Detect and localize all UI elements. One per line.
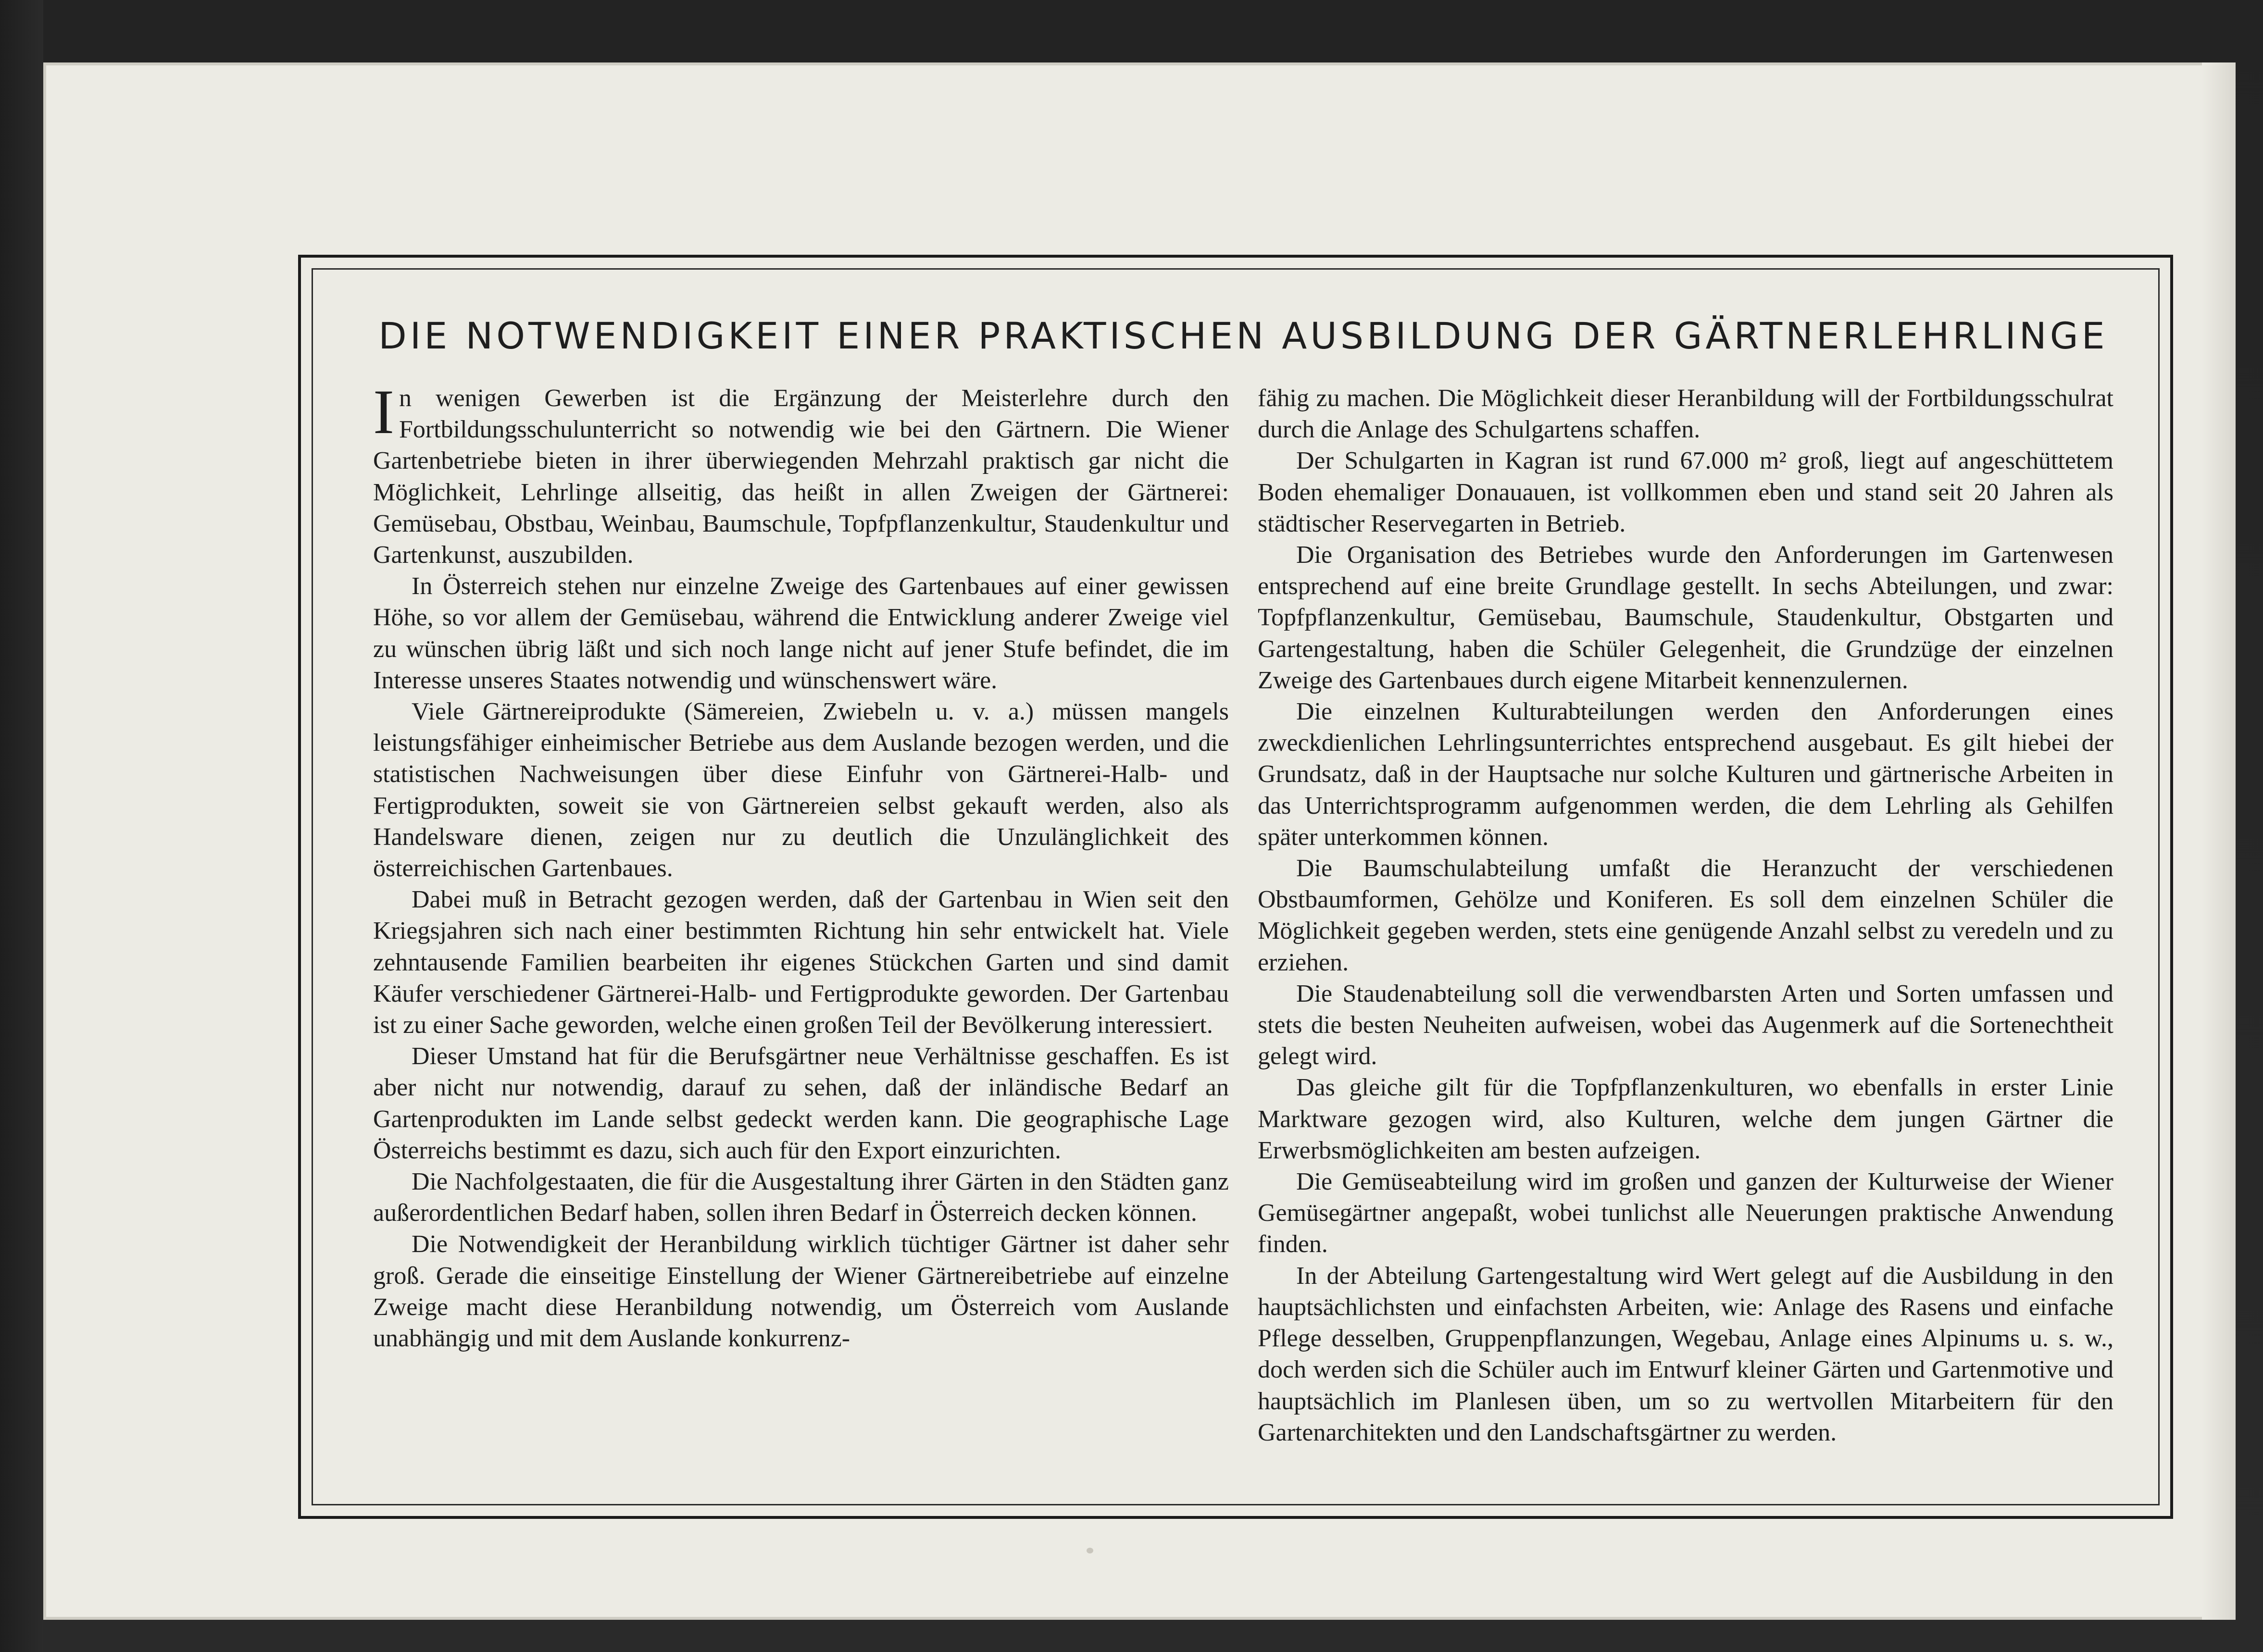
drop-cap: I [373, 376, 394, 447]
paragraph: In der Abteilung Gartengestaltung wird Wert gelegt auf die Ausbildung in den hauptsächlichsten und einfachsten Arbeiten, wie: Anlage des Rasens und einfache Pflege desselben, Gruppenpflanzungen, Wegebau, Anlage eines Alpinums u. s. w., doch werden sich die Schüler auch im Entwurf kleiner Gärten und Gartenmotive und hauptsächlich im Planlesen üben, um so zu wertvollen Mitarbeitern für den Gartenarchitekten und den Landschaftsgärtner zu werden. [1258, 1262, 2113, 1446]
paragraph: Die Baumschulabteilung umfaßt die Heranzucht der verschiedenen Obstbaumformen, Gehölze und Koniferen. Es soll dem einzelnen Schüler die Möglichkeit gegeben werden, stets eine genügende Anzahl selbst zu veredeln und zu erziehen. [1258, 855, 2113, 976]
paragraph: Der Schulgarten in Kagran ist rund 67.000 m² groß, liegt auf angeschüttetem Boden ehemaliger Donauauen, ist vollkommen eben und stand seit 20 Jahren als städtischer Reservegarten in Betrieb. [1258, 447, 2113, 537]
paragraph: Das gleiche gilt für die Topfpflanzenkulturen, wo ebenfalls in erster Linie Marktware gezogen wird, also Kulturen, welche dem jungen Gärtner die Erwerbsmöglichkeiten am besten aufzeigen. [1258, 1074, 2113, 1164]
paragraph: Dabei muß in Betracht gezogen werden, daß der Gartenbau in Wien seit den Kriegsjahren sich nach einer bestimmten Richtung hin sehr entwickelt hat. Viele zehntausende Familien bearbeiten ihr eigenes Stückchen Garten und sind damit Käufer verschiedener Gärtnerei-Halb- und Fertigprodukte geworden. Der Gartenbau ist zu einer Sache geworden, welche einen großen Teil der Bevölkerung interessiert. [373, 886, 1229, 1039]
paragraph: Die Staudenabteilung soll die verwendbarsten Arten und Sorten umfassen und stets die besten Neuheiten aufweisen, wobei das Augenmerk auf die Sortenechtheit gelegt wird. [1258, 980, 2113, 1070]
right-column [1258, 383, 2113, 1448]
paper-speck [1087, 1548, 1093, 1553]
page-edge [2202, 62, 2236, 1620]
text-frame [298, 255, 2173, 1519]
paragraph: In Österreich stehen nur einzelne Zweige des Gartenbaues auf einer gewissen Höhe, so vor allem der Gemüsebau, während die Entwicklung anderer Zweige viel zu wünschen übrig läßt und sich noch lange nicht auf jener Stufe befindet, die im Interesse unseres Staates notwendig und wünschenswert wäre. [373, 572, 1229, 694]
paragraph: Die Notwendigkeit der Heranbildung wirklich tüchtiger Gärtner ist daher sehr groß. Gerade die einseitige Einstellung der Wiener Gärtnereibetriebe auf einzelne Zweige macht diese Heranbildung notwendig, um Österreich vom Auslande unabhängig und mit dem Auslande konkurrenz- [373, 1230, 1229, 1353]
book-spine [0, 0, 43, 1652]
paragraph: Viele Gärtnereiprodukte (Sämereien, Zwiebeln u. v. a.) müssen mangels leistungsfähiger einheimischer Betriebe aus dem Auslande bezogen werden, und die statistischen Nachweisungen über diese Einfuhr von Gärtnerei-Halb- und Fertigprodukten, soweit sie von Gärtnereien selbst gekauft werden, also als Handelsware dienen, zeigen nur zu deutlich die Unzulänglichkeit des österreichischen Gartenbaues. [373, 698, 1229, 882]
paragraph: Die Gemüseabteilung wird im großen und ganzen der Kulturweise der Wiener Gemüsegärtner angepaßt, wobei tunlichst alle Neuerungen praktische Anwendung finden. [1258, 1168, 2113, 1258]
paragraph [373, 376, 1229, 571]
paragraph: Die Nachfolgestaaten, die für die Ausgestaltung ihrer Gärten in den Städten ganz außerordentlichen Bedarf haben, sollen ihren Bedarf in Österreich decken können. [373, 1168, 1229, 1227]
paragraph: Die Organisation des Betriebes wurde den Anforderungen im Gartenwesen entsprechend auf eine breite Grundlage gestellt. In sechs Abteilungen, und zwar: Topfpflanzenkultur, Gemüsebau, Baumschule, Staudenkultur, Obstgarten und Gartengestaltung, haben die Schüler Gelegenheit, die Grundzüge der einzelnen Zweige des Gartenbaues durch eigene Mitarbeit kennenzulernen. [1258, 541, 2113, 694]
paragraph-continuation: fähig zu machen. Die Möglichkeit dieser Heranbildung will der Fortbildungsschulrat durch die Anlage des Schulgartens schaffen. [1258, 385, 2113, 444]
paragraph: Die einzelnen Kulturabteilungen werden den Anforderungen eines zweckdienlichen Lehrlingsunterrichtes entsprechend ausgebaut. Es gilt hiebei der Grundsatz, daß in der Hauptsache nur solche Kulturen und gärtnerische Arbeiten in das Unterrichtsprogramm aufgenommen werden, die dem Lehrling als Gehilfen später unterkommen können. [1258, 698, 2113, 851]
paragraph-text: n wenigen Gewerben ist die Ergänzung der Meisterlehre durch den Fortbildungsschulunterricht so notwendig wie bei den Gärtnern. Die Wiener Gartenbetriebe bieten in ihrer überwiegenden Mehrzahl praktisch gar nicht die Möglichkeit, Lehrlinge allseitig, das heißt in allen Zweigen der Gärtnerei: Gemüsebau, Obstbau, Weinbau, Baumschule, Topfpflanzenkultur, Staudenkultur und Gartenkunst, auszubilden. [373, 385, 1229, 569]
left-column [373, 376, 1229, 1354]
paragraph: Dieser Umstand hat für die Berufsgärtner neue Verhältnisse geschaffen. Es ist aber nicht nur notwendig, darauf zu sehen, daß der inländische Bedarf an Gartenprodukten im Lande selbst gedeckt werden kann. Die geographische Lage Österreichs bestimmt es dazu, sich auch für den Export einzurichten. [373, 1043, 1229, 1164]
book-page [43, 62, 2236, 1620]
page-title: DIE NOTWENDIGKEIT EINER PRAKTISCHEN AUSBILDUNG DER GÄRTNERLEHRLINGE [378, 314, 2108, 357]
